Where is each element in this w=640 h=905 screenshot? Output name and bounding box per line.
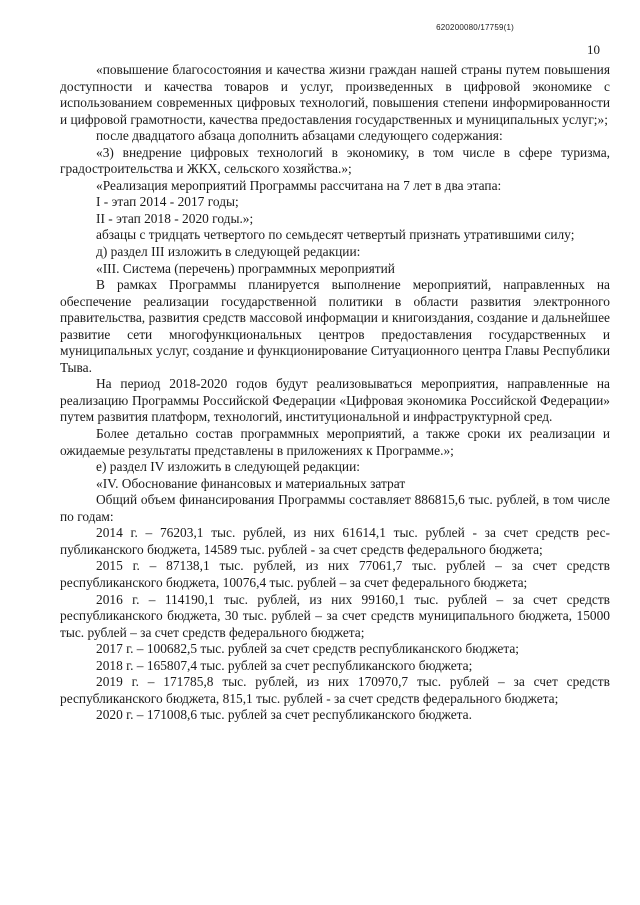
- paragraph-details: Более детально состав программных мероприятий, а также сроки их реализации и ожидаемые результаты представлены в приложениях к Программе.»;: [60, 426, 610, 458]
- paragraph-year-2018: 2018 г. – 165807,4 тыс. рублей за счет республиканского бюджета;: [96, 657, 473, 673]
- paragraph-year-2017: 2017 г. – 100682,5 тыс. рублей за счет средств республиканского бюджета;: [96, 641, 520, 657]
- paragraph-stage-1: I - этап 2014 - 2017 годы;: [96, 194, 239, 210]
- paragraph-program-activities: В рамках Программы планируется выполнение мероприятий, направленных на обеспечение реализации государственной политики в области развития электронного правительства, развития средств массовой информации и книгоиздания, создание и дальнейшее развитие сети многофункциональных центров предоставления государственных и муниципальных услуг, создание и функционирование Ситуационного центра Главы Республики Тыва.: [60, 277, 610, 375]
- section-3-heading: «III. Система (перечень) программных мероприятий: [96, 260, 395, 276]
- section-4-heading: «IV. Обоснование финансовых и материальных затрат: [96, 475, 406, 491]
- document-body: [60, 62, 610, 724]
- paragraph-stages-intro: «Реализация мероприятий Программы рассчитана на 7 лет в два этапа:: [96, 177, 502, 193]
- paragraph-year-2016: 2016 г. – 114190,1 тыс. рублей, из них 99160,1 тыс. рублей – за счет средств республиканского бюджета, 30 тыс. рублей – за счет средств муниципального бюджета, 15000 тыс. рублей – за счет средств федерального бюджета;: [60, 591, 610, 640]
- paragraph-year-2015: 2015 г. – 87138,1 тыс. рублей, из них 77061,7 тыс. рублей – за счет средств республиканского бюджета, 10076,4 тыс. рублей – за счет федерального бюджета;: [60, 558, 610, 590]
- document-id: 620200080/17759(1): [436, 23, 514, 32]
- paragraph-year-2014: 2014 г. – 76203,1 тыс. рублей, из них 61614,1 тыс. рублей - за счет средств республиканского бюджета, 14589 тыс. рублей - за счет средств федерального бюджета;: [60, 525, 610, 557]
- paragraph-year-2020: 2020 г. – 171008,6 тыс. рублей за счет республиканского бюджета.: [96, 707, 472, 723]
- paragraph-section-4-instruction: е) раздел IV изложить в следующей редакции:: [96, 459, 360, 475]
- paragraph-year-2019: 2019 г. – 171785,8 тыс. рублей, из них 170970,7 тыс. рублей – за счет средств республиканского бюджета, 815,1 тыс. рублей - за счет средств федерального бюджета;: [60, 674, 610, 706]
- paragraph-stage-2: II - этап 2018 - 2020 годы.»;: [96, 210, 254, 226]
- paragraph-instruction-add: после двадцатого абзаца дополнить абзацами следующего содержания:: [96, 128, 503, 144]
- paragraph-repeal: абзацы с тридцать четвертого по семьдесят четвертый признать утратившими силу;: [96, 227, 575, 243]
- paragraph-section-3-instruction: д) раздел III изложить в следующей редакции:: [96, 244, 361, 260]
- page-number: 10: [587, 42, 600, 57]
- paragraph-item-3: «3) внедрение цифровых технологий в экономику, в том числе в сфере туризма, градостроительства и ЖКХ, сельского хозяйства.»;: [60, 144, 610, 177]
- paragraph-2018-2020: На период 2018-2020 годов будут реализовываться мероприятия, направленные на реализацию Программы Российской Федерации «Цифровая экономика Российской Федерации» путем развития платформ, технологий, институциональной и инфраструктурной сред.: [60, 376, 610, 425]
- paragraph-total-funding: Общий объем финансирования Программы составляет 886815,6 тыс. рублей, в том числе по годам:: [60, 492, 610, 524]
- paragraph-goal: «повышение благосостояния и качества жизни граждан нашей страны путем повышения доступности и качества товаров и услуг, произведенных в цифровой экономике с использованием современных цифровых технологий, повышения степени информированности и цифровой грамотности, качества предоставления государственных и муниципальных услуг;»;: [60, 62, 610, 127]
